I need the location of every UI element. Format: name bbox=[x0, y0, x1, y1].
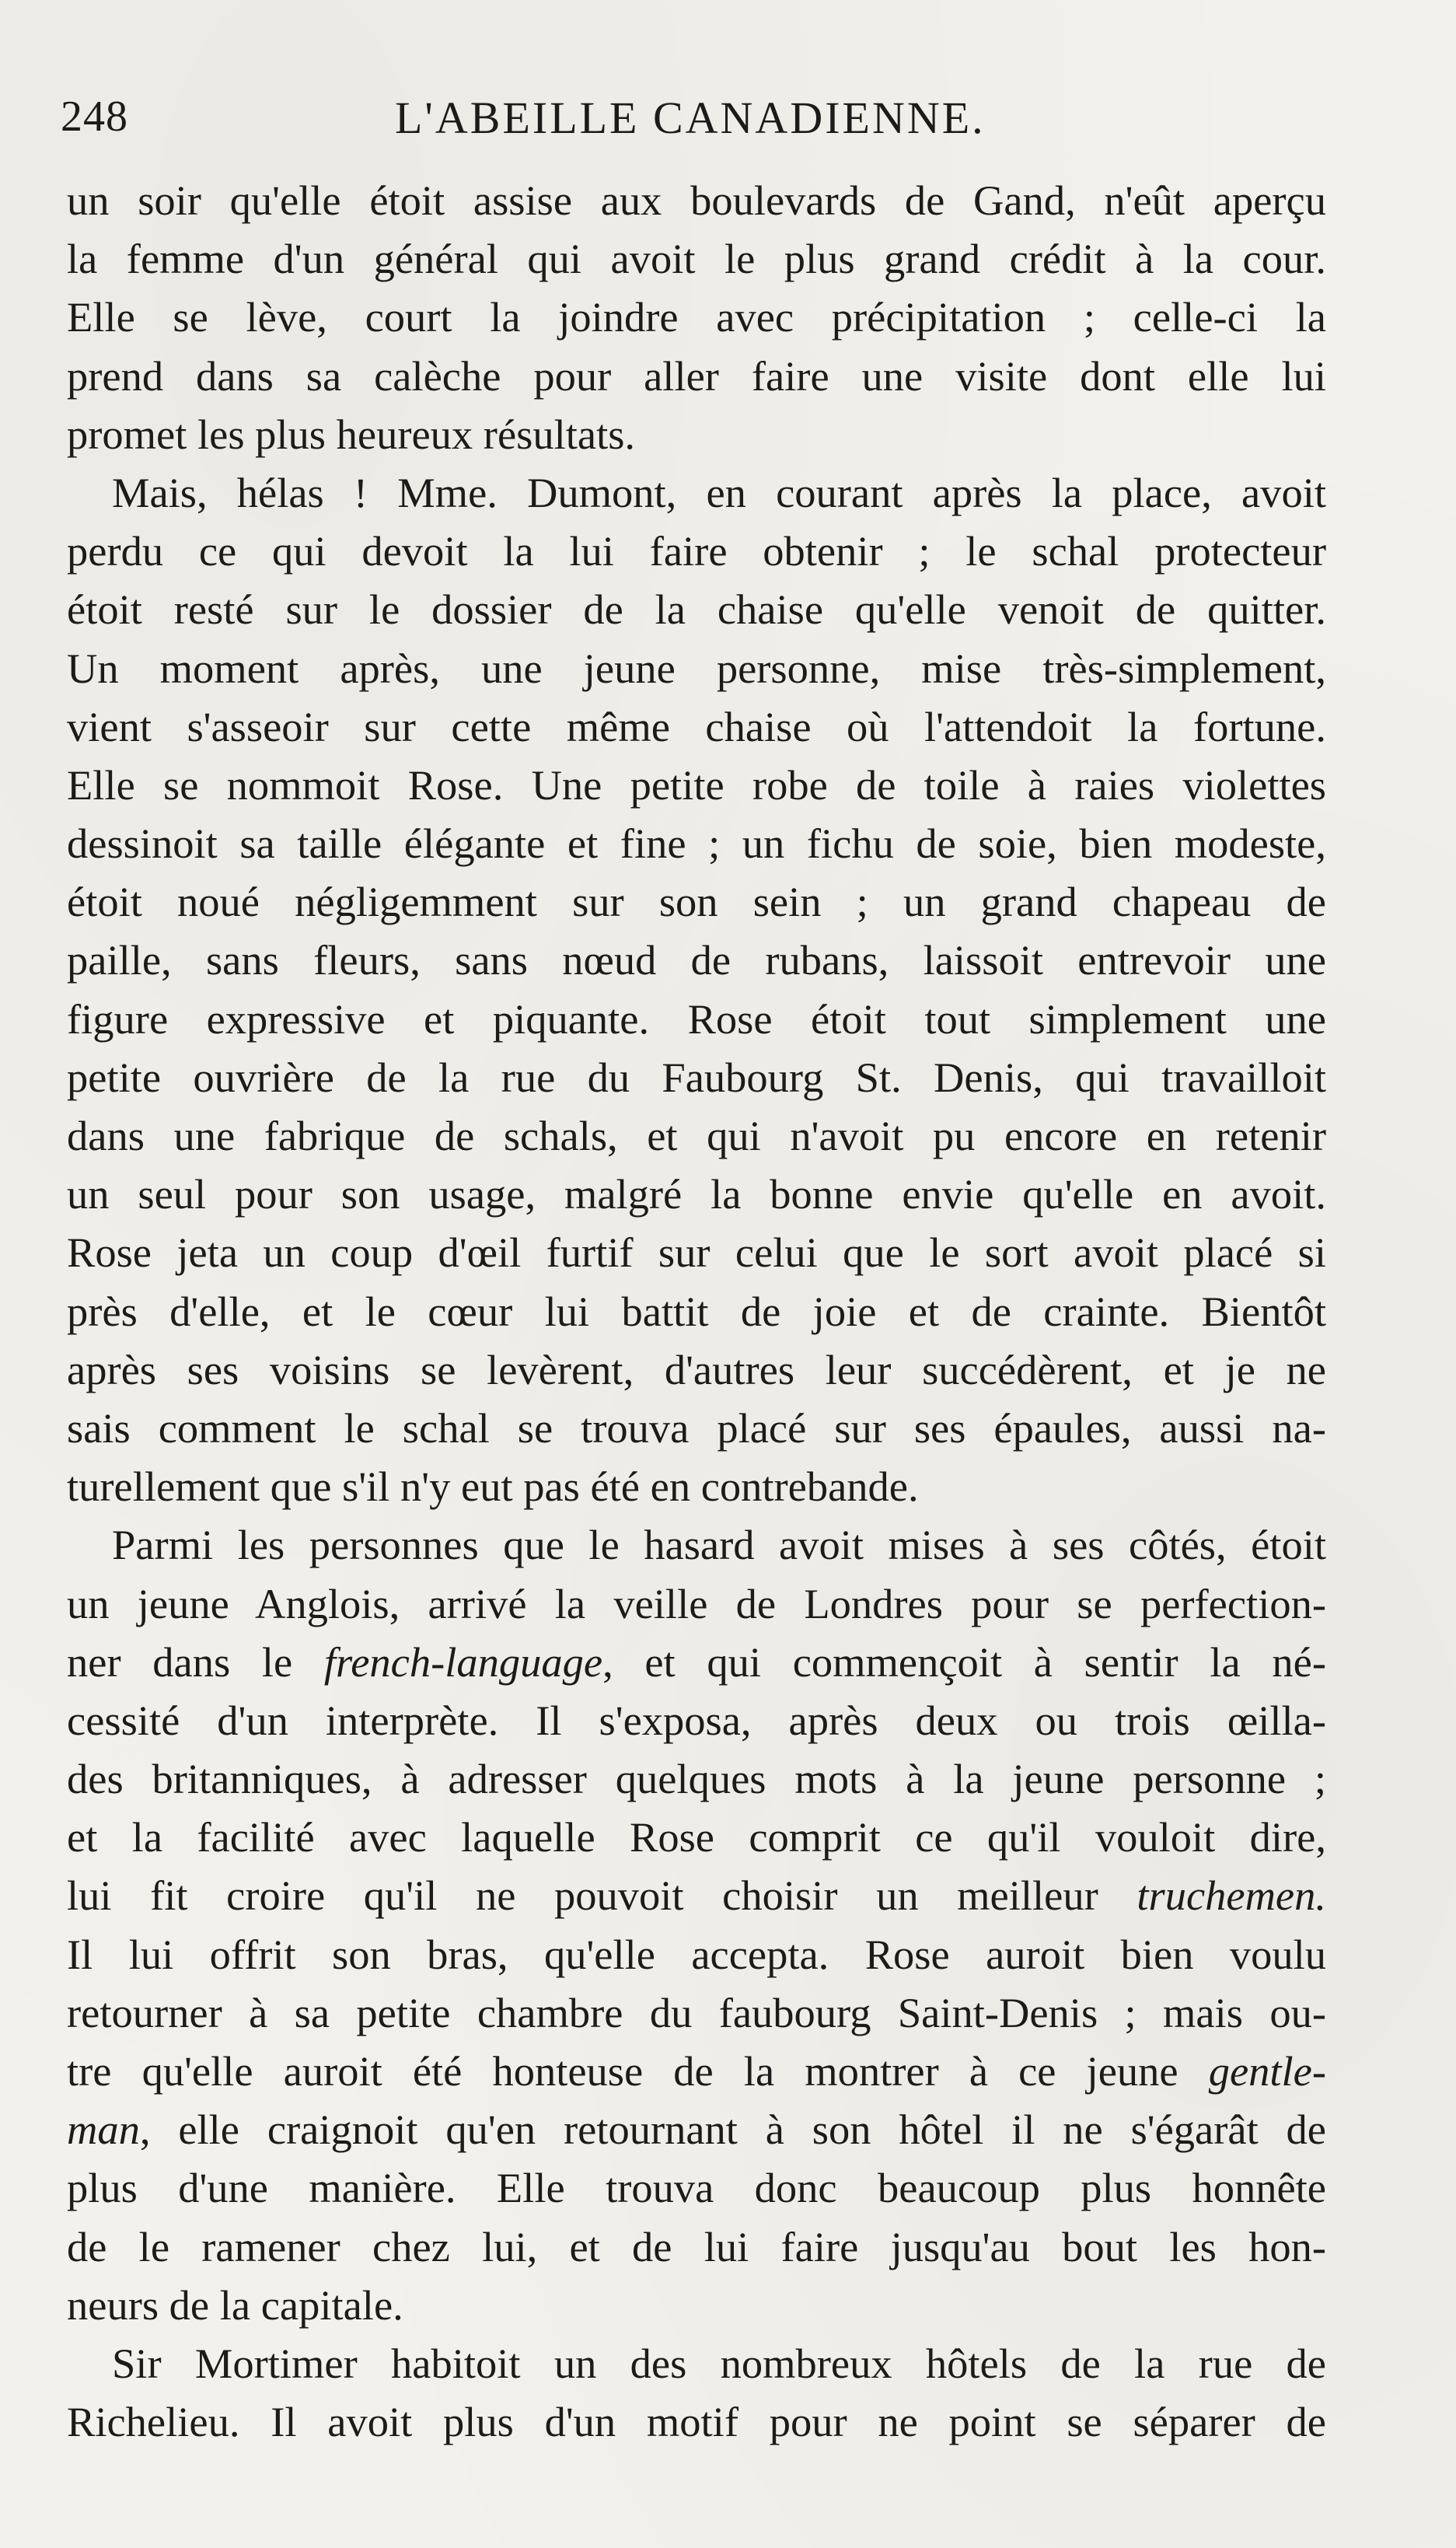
text-line: après ses voisins se levèrent, d'autres leur succédèrent, et je ne bbox=[67, 1345, 1326, 1393]
text-line: Parmi les personnes que le hasard avoit mises à ses côtés, étoit bbox=[112, 1521, 1326, 1569]
text-line: Il lui offrit son bras, qu'elle accepta. Rose auroit bien voulu bbox=[67, 1930, 1326, 1978]
text-line: Elle se lève, court la joindre avec précipitation ; celle-ci la bbox=[67, 293, 1326, 341]
text-line: étoit noué négligemment sur son sein ; un grand chapeau de bbox=[67, 878, 1326, 926]
text-line: vient s'asseoir sur cette même chaise où l'attendoit la fortune. bbox=[67, 702, 1326, 750]
text-line: prend dans sa calèche pour aller faire une visite dont elle lui bbox=[67, 351, 1326, 400]
text-line: turellement que s'il n'y eut pas été en contrebande. bbox=[67, 1463, 919, 1511]
text-line: un soir qu'elle étoit assise aux boulevards de Gand, n'eût aperçu bbox=[67, 177, 1326, 224]
text-line: dessinoit sa taille élégante et fine ; un fichu de soie, bien modeste, bbox=[67, 820, 1326, 868]
text-line: lui fit croire qu'il ne pouvoit choisir un meilleur truchemen. bbox=[67, 1872, 1326, 1920]
text-line: un jeune Anglois, arrivé la veille de Londres pour se perfection- bbox=[67, 1579, 1326, 1627]
text-line: plus d'une manière. Elle trouva donc beaucoup plus honnête bbox=[67, 2164, 1326, 2212]
text-line: Elle se nommoit Rose. Une petite robe de toile à raies violettes bbox=[67, 760, 1326, 809]
text-line: dans une fabrique de schals, et qui n'avoit pu encore en retenir bbox=[67, 1112, 1326, 1159]
text-line: des britanniques, à adresser quelques mots à la jeune personne ; bbox=[67, 1755, 1326, 1803]
text-line: Mais, hélas ! Mme. Dumont, en courant après la place, avoit bbox=[112, 468, 1326, 516]
text-line: sais comment le schal se trouva placé sur ses épaules, aussi na- bbox=[67, 1403, 1326, 1452]
text-line: Rose jeta un coup d'œil furtif sur celui que le sort avoit placé si bbox=[67, 1229, 1326, 1277]
text-line: près d'elle, et le cœur lui battit de joie et de crainte. Bientôt bbox=[67, 1287, 1326, 1335]
text-line: Sir Mortimer habitoit un des nombreux hôtels de la rue de bbox=[112, 2339, 1326, 2387]
text-line: cessité d'un interprète. Il s'exposa, après deux ou trois œilla- bbox=[67, 1696, 1326, 1744]
text-line: neurs de la capitale. bbox=[67, 2281, 403, 2329]
text-line: tre qu'elle auroit été honteuse de la montrer à ce jeune gentle- bbox=[67, 2047, 1326, 2095]
text-line: perdu ce qui devoit la lui faire obtenir ; le schal protecteur bbox=[67, 527, 1326, 575]
text-line: de le ramener chez lui, et de lui faire jusqu'au bout les hon- bbox=[67, 2222, 1326, 2270]
text-line: figure expressive et piquante. Rose étoit tout simplement une bbox=[67, 994, 1326, 1043]
text-line: ner dans le french-language, et qui commençoit à sentir la né- bbox=[67, 1638, 1326, 1686]
text-line: man, elle craignoit qu'en retournant à son hôtel il ne s'égarât de bbox=[67, 2106, 1326, 2154]
text-line: la femme d'un général qui avoit le plus grand crédit à la cour. bbox=[67, 235, 1326, 283]
text-line: un seul pour son usage, malgré la bonne envie qu'elle en avoit. bbox=[67, 1170, 1326, 1218]
page-header bbox=[61, 92, 1328, 154]
text-line: étoit resté sur le dossier de la chaise qu'elle venoit de quitter. bbox=[67, 585, 1326, 634]
body-text bbox=[67, 171, 1326, 2451]
running-title: L'ABEILLE CANADIENNE. bbox=[395, 93, 986, 143]
text-line: petite ouvrière de la rue du Faubourg St. Denis, qui travailloit bbox=[67, 1053, 1326, 1101]
page-number: 248 bbox=[61, 93, 128, 141]
text-line: et la facilité avec laquelle Rose comprit ce qu'il vouloit dire, bbox=[67, 1813, 1326, 1861]
text-line: retourner à sa petite chambre du faubourg Saint-Denis ; mais ou- bbox=[67, 1988, 1326, 2036]
text-line: paille, sans fleurs, sans nœud de rubans, laissoit entrevoir une bbox=[67, 936, 1326, 984]
text-line: promet les plus heureux résultats. bbox=[67, 410, 636, 458]
text-line: Un moment après, une jeune personne, mise très-simplement, bbox=[67, 644, 1326, 692]
text-line: Richelieu. Il avoit plus d'un motif pour ne point se séparer de bbox=[67, 2398, 1326, 2446]
